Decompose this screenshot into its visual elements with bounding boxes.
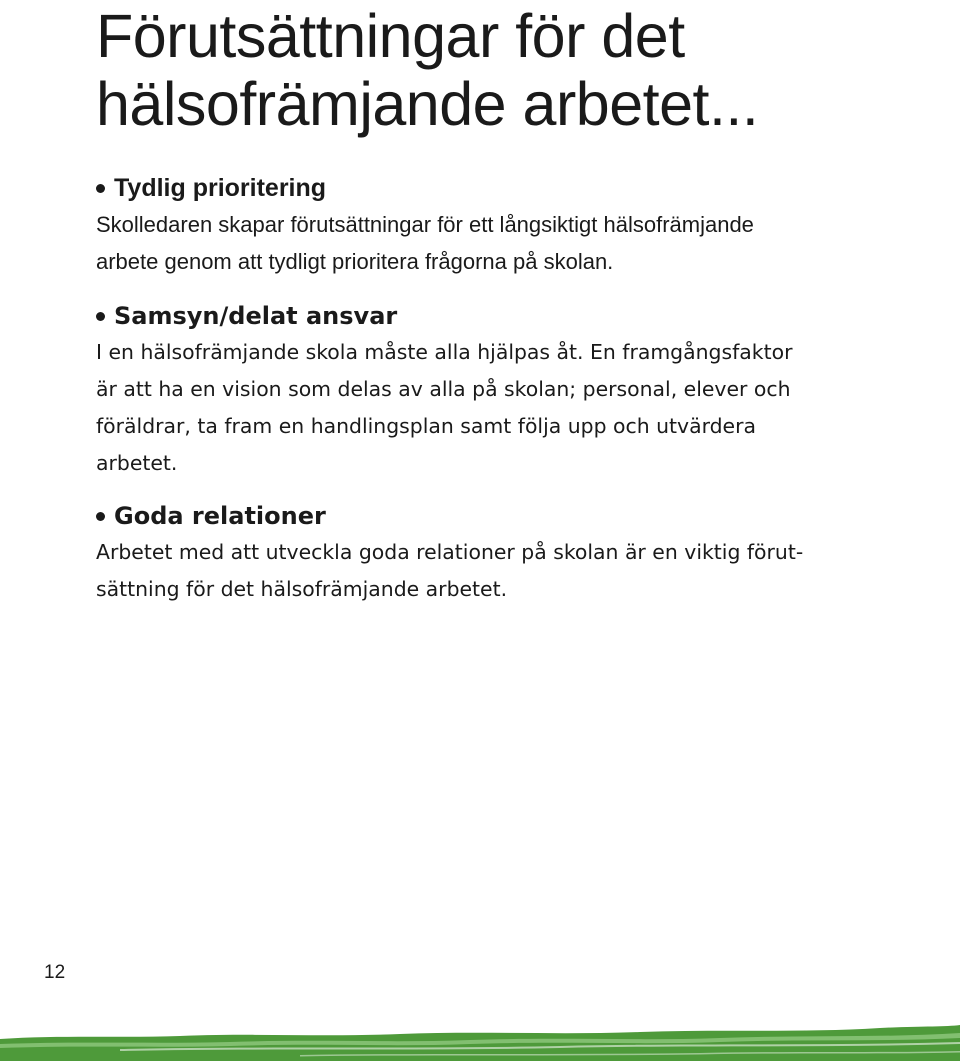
body-line: Skolledaren skapar förutsättningar för ett långsiktigt hälsofrämjande — [96, 212, 754, 237]
page-number: 12 — [44, 962, 66, 983]
section-heading-text: Samsyn/delat ansvar — [114, 302, 398, 330]
section-body — [96, 334, 916, 482]
bullet-icon — [96, 312, 105, 321]
section-body — [96, 206, 896, 280]
section-samsyn-delat-ansvar — [96, 298, 916, 482]
section-tydlig-prioritering — [96, 170, 896, 280]
section-heading — [96, 298, 916, 334]
section-heading-text: Tydlig prioritering — [114, 174, 327, 202]
body-line: arbetet. — [96, 451, 178, 475]
body-line: är att ha en vision som delas av alla på skolan; personal, elever och — [96, 377, 791, 401]
page-title: Förutsättningar för det hälsofrämjande arbetet... — [96, 2, 759, 138]
body-line: Arbetet med att utveckla goda relationer på skolan är en viktig förut- — [96, 540, 804, 564]
section-heading — [96, 170, 896, 206]
section-heading-text: Goda relationer — [114, 502, 326, 530]
body-line: föräldrar, ta fram en handlingsplan samt följa upp och utvärdera — [96, 414, 756, 438]
body-line: I en hälsofrämjande skola måste alla hjälpas åt. En framgångsfaktor — [96, 340, 793, 364]
section-body — [96, 534, 896, 608]
footer-green-brushstroke — [0, 1011, 960, 1061]
body-line: arbete genom att tydligt prioritera frågorna på skolan. — [96, 249, 614, 274]
section-heading — [96, 498, 896, 534]
section-goda-relationer — [96, 498, 896, 608]
bullet-icon — [96, 512, 105, 521]
bullet-icon — [96, 184, 105, 193]
body-line: sättning för det hälsofrämjande arbetet. — [96, 577, 508, 601]
